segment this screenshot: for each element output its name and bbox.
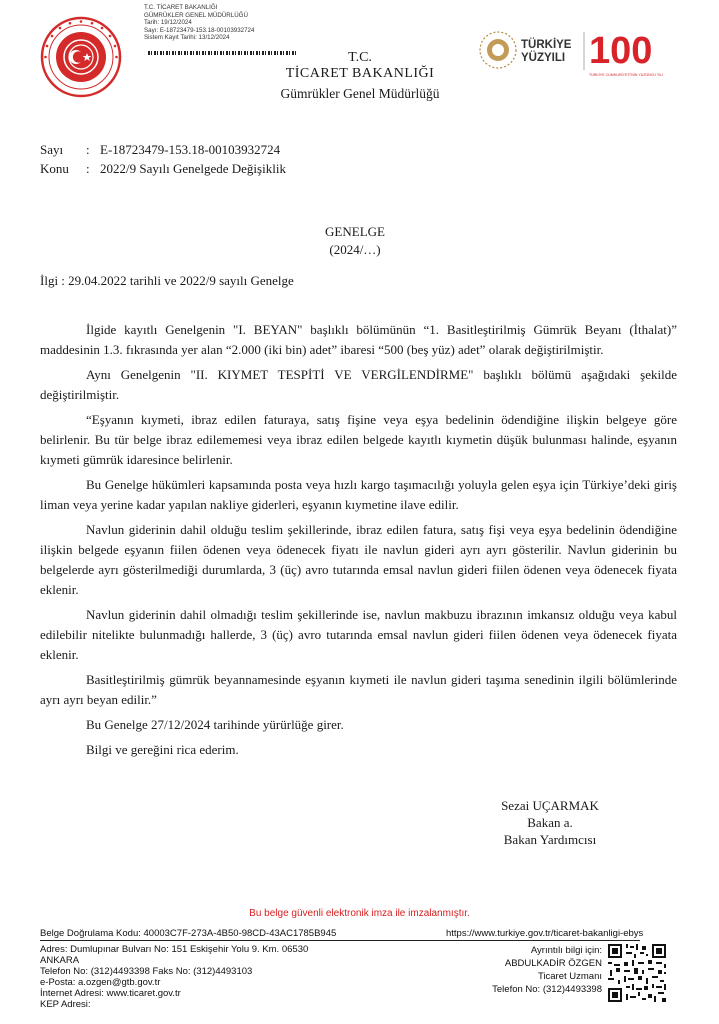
sayi-value: E-18723479-153.18-00103932724 (100, 142, 281, 157)
address-line: ANKARA (40, 955, 80, 966)
contact-line: Ticaret Uzmanı (537, 971, 602, 982)
body-paragraph: Bu Genelge 27/12/2024 tarihinde yürürlüğe girer. (86, 717, 344, 732)
body-paragraph: “Eşyanın kıymeti, ibraz edilen faturaya, satış fişine veya eşya bedelinin ödendiğine ilişkin belgeye göre belirlenir. Bu tür belge ibraz edilememesi veya ibraz edilen belgede kayıtlı kıymetin düşük bulunması halinde, eşyanın kıymeti gümrük idaresince belirlenir. (40, 412, 677, 467)
logo-text-2: YÜZYILI (521, 52, 566, 64)
doc-number: (2024/…) (329, 242, 381, 257)
signature-block (470, 797, 630, 848)
doc-title: GENELGE (325, 224, 385, 239)
signatory-title: Bakan a. (527, 815, 573, 830)
header-tc: T.C. (348, 50, 372, 65)
header-directorate: Gümrükler Genel Müdürlüğü (280, 86, 440, 101)
contact-line: Telefon No: (312)4493398 (492, 984, 602, 995)
body-paragraph: İlgide kayıtlı Genelgenin "I. BEYAN" başlıklı bölümünün “1. Basitleştirilmiş Gümrük Beyanı (İthalat)” maddesinin 1.3. fıkrasında yer alan “2.000 (iki bin) adet” ibaresi “500 (beş yüz) adet” olarak değiştirilmiştir. (40, 322, 677, 357)
signatory-position: Bakan Yardımcısı (503, 832, 597, 847)
address-line: İnternet Adresi: www.ticaret.gov.tr (40, 988, 181, 999)
address-line: KEP Adresi: (40, 999, 91, 1010)
body-paragraph: Aynı Genelgenin "II. KIYMET TESPİTİ VE VERGİLENDİRME" başlıklı bölümü aşağıdaki şekilde değiştirilmiştir. (40, 367, 677, 402)
body-paragraph: Bu Genelge hükümleri kapsamında posta veya hızlı kargo taşımacılığı yoluyla gelen eşya için Türkiye’deki giriş liman veya yerine kadar yapılan nakliye giderleri, eşyanın kıymetine ilave edilir. (40, 477, 677, 512)
stamp-line: Sistem Kayıt Tarihi: 13/12/2024 (144, 34, 230, 42)
logo-caption: TÜRKİYE CUMHURİYETİ'NİN YÜZÜNCÜ YILI (589, 73, 664, 77)
sun-emblem-icon (480, 32, 516, 68)
stamp-line: GÜMRÜKLER GENEL MÜDÜRLÜĞÜ (144, 11, 248, 19)
body-paragraph: Basitleştirilmiş gümrük beyannamesinde eşyanın kıymeti ile navlun gideri taşıma senedinin ilgili bölümlerinde ayrı ayrı beyan edilir.” (40, 672, 677, 707)
body-paragraph: Bilgi ve gereğini rica ederim. (86, 742, 239, 757)
address-block (40, 944, 308, 1010)
header-ministry: TİCARET BAKANLIĞI (285, 66, 435, 81)
address-line: e-Posta: a.ozgen@gtb.gov.tr (40, 977, 161, 988)
logo-text-1: TÜRKİYE (521, 39, 572, 51)
qr-code (606, 942, 668, 1004)
konu-line (40, 161, 286, 177)
stamp-line: Tarih: 19/12/2024 (144, 19, 192, 27)
stamp-line: T.C. TİCARET BAKANLIĞI (144, 4, 218, 11)
contact-line: Ayrıntılı bilgi için: (530, 945, 602, 956)
konu-label: Konu (40, 161, 69, 176)
address-line: Adres: Dumlupınar Bulvarı No: 151 Eskişehir Yolu 9. Km. 06530 (40, 944, 309, 955)
verify-url[interactable]: https://www.turkiye.gov.tr/ticaret-bakanligi-ebys (446, 928, 644, 939)
stamp-line: Sayı: E-18723479-153.18-00103932724 (144, 26, 255, 34)
sayi-separator: : (86, 142, 90, 157)
konu-separator: : (86, 161, 90, 176)
logo-number: 100 (589, 30, 653, 72)
turkiye-yuzyili-logo (478, 26, 673, 80)
ilgi-line: İlgi : 29.04.2022 tarihli ve 2022/9 sayılı Genelge (40, 273, 294, 288)
contact-line: ABDULKADİR ÖZGEN (504, 958, 602, 969)
body-paragraph: Navlun giderinin dahil olduğu teslim şekillerinde, ibraz edilen fatura, satış fişi veya eşya bedelinin ödendiğine ilişkin belgede eşyanın fiilen ödenen veya ödenecek fiyatı ile navlun gideri ayrı ayrı gösterilir. Navlun giderinin bu belgelerde ayrı gösterilmediği durumlarda, 3 (üç) avro tutarında emsal navlun gideri fiilen ödenen veya ödenecek fiyata eklenir. (40, 522, 677, 597)
registry-stamp (144, 4, 254, 42)
esign-note: Bu belge güvenli elektronik imza ile imzalanmıştır. (249, 908, 470, 919)
body-paragraph: Navlun giderinin dahil olmadığı teslim şekillerinde ise, navlun makbuzu ibrazının imkansız olduğu veya kabul edilebilir nitelikte bulunmadığı hallerde, 3 (üç) avro tutarında emsal navlun gideri fiilen ödenen veya ödenecek fiyata eklenir. (40, 607, 677, 662)
ministry-seal (40, 16, 122, 98)
document-body (40, 320, 677, 765)
address-line: Telefon No: (312)4493398 Faks No: (312)4493103 (40, 966, 253, 977)
contact-block (440, 944, 602, 996)
verify-code: Belge Doğrulama Kodu: 40003C7F-273A-4B50-98CD-43AC1785B945 (40, 928, 337, 939)
sayi-label: Sayı (40, 142, 64, 157)
signatory-name: Sezai UÇARMAK (501, 798, 599, 813)
sayi-line (40, 142, 280, 158)
konu-value: 2022/9 Sayılı Genelgede Değişiklik (100, 161, 286, 176)
footer-divider (40, 940, 640, 941)
